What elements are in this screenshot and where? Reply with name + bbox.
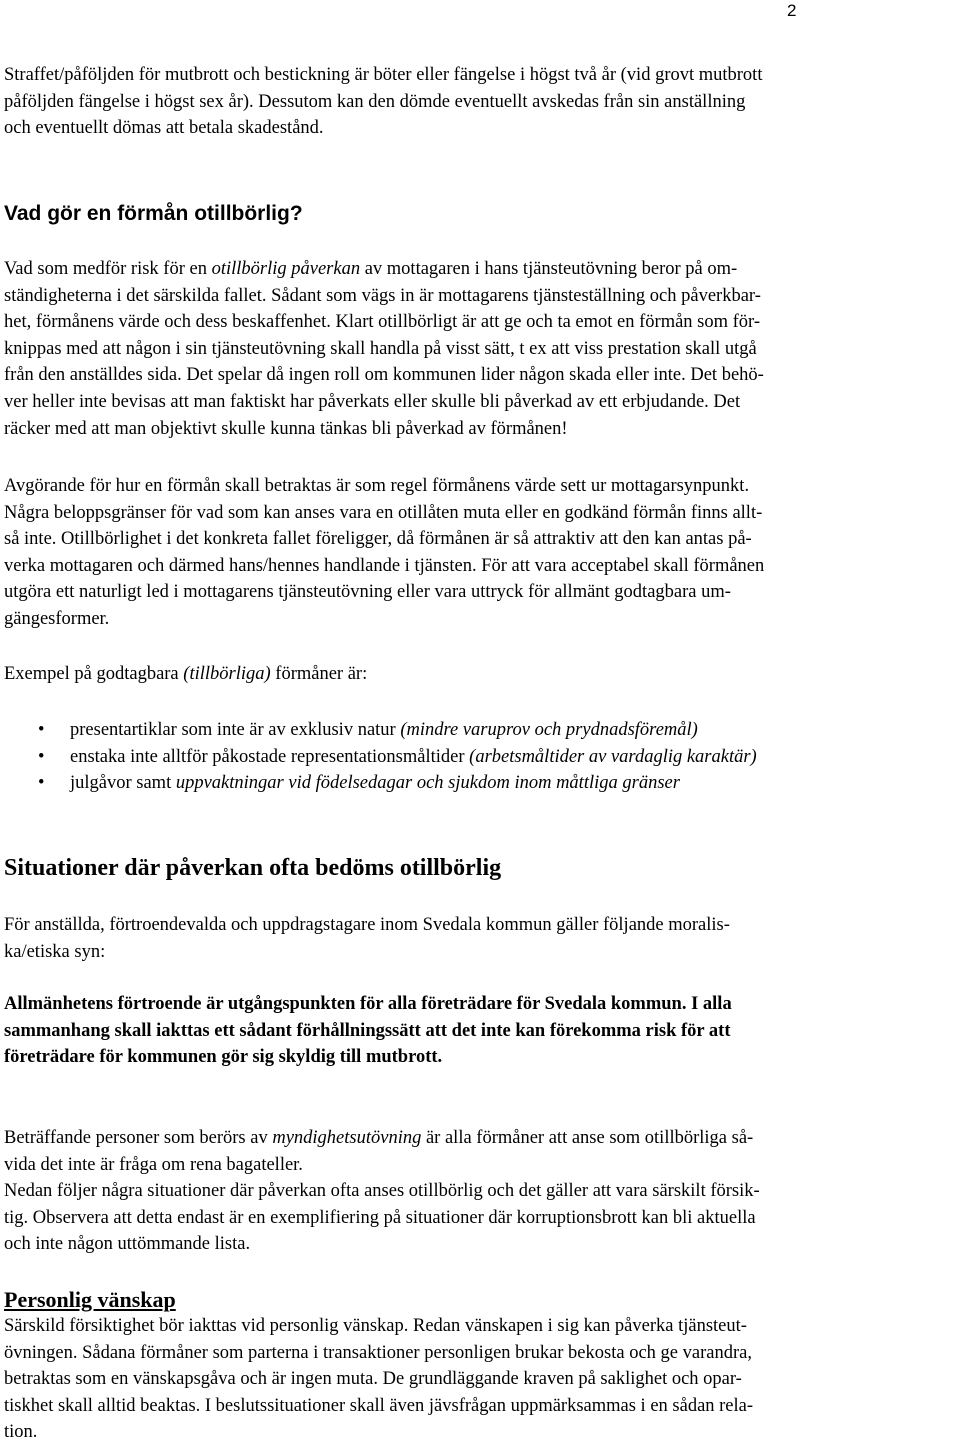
emphasis: (mindre varuprov och prydnadsföremål) (400, 720, 698, 740)
paragraph-public-trust (4, 991, 954, 1071)
paragraph-penalty (4, 62, 954, 142)
text-line: knippas med att någon i sin tjänsteutövning skall handla på visst sätt, t ex att viss prestation skall utgå (4, 338, 757, 359)
text-line: från den anställdes sida. Det spelar då ingen roll om kommunen lider någon skada eller inte. Det behö- (4, 365, 764, 386)
page-number: 2 (787, 1, 797, 20)
paragraph-friendship (4, 1313, 954, 1446)
text-line: Nedan följer några situationer där påverkan ofta anses otillbörlig och det gäller att vara särskilt försik- (4, 1181, 760, 1202)
list-item: • enstaka inte alltför påkostade representationsmåltider (arbetsmåltider av vardaglig karaktär) (4, 744, 954, 771)
text-line: gängesformer. (4, 608, 110, 629)
emphasis: (arbetsmåltider av vardaglig karaktär) (469, 746, 757, 767)
bullet-icon: • (38, 720, 45, 740)
text-line: tion. (4, 1422, 38, 1443)
text-line: ver heller inte bevisas att man faktiskt har påverkats eller skulle bli påverkad av ett erbjudande. Det (4, 391, 741, 412)
text-line: tiskhet skall alltid beaktas. I beslutssituationer skall även jävsfrågan uppmärksammas i en sådan rela- (4, 1395, 754, 1416)
text-line: betraktas som en vänskapsgåva och är ingen muta. De grundläggande kraven på saklighet och opar- (4, 1369, 742, 1390)
paragraph-moral-view (4, 912, 954, 965)
text-line: företrädare för kommunen gör sig skyldig till mutbrott. (4, 1047, 443, 1068)
heading-personal-friendship: Personlig vänskap (4, 1287, 176, 1312)
text-line: För anställda, förtroendevalda och uppdragstagare inom Svedala kommun gäller följande moralis- (4, 915, 730, 935)
text-line: Vad som medför risk för en otillbörlig påverkan av mottagaren i hans tjänsteutövning beror på om- (4, 259, 738, 279)
text-line: Några beloppsgränser för vad som kan anses vara en otillåten muta eller en godkänd förmån finns allt- (4, 502, 763, 523)
text-line: Beträffande personer som berörs av myndighetsutövning är alla förmåner att anse som otillbörliga så- (4, 1128, 754, 1148)
paragraph-unfair-influence (4, 256, 954, 442)
bullet-icon: • (38, 773, 45, 794)
paragraph-authority (4, 1125, 954, 1258)
examples-list (4, 717, 954, 797)
text-line: sammanhang skall iakttas ett sådant förhållningssätt att det inte kan förekomma risk för att (4, 1020, 731, 1041)
heading-unfair-benefit: Vad gör en förmån otillbörlig? (4, 202, 303, 225)
list-item: • presentartiklar som inte är av exklusiv natur (mindre varuprov och prydnadsföremål) (4, 717, 954, 744)
list-item: • julgåvor samt uppvaktningar vid födelsedagar och sjukdom inom måttliga gränser (4, 770, 954, 797)
text-line: påföljden fängelse i högst sex år). Dessutom kan den dömde eventuellt avskedas från sin anställning (4, 91, 746, 112)
text-line: övningen. Sådana förmåner som parterna i transaktioner personligen brukar bekosta och ge varandra, (4, 1342, 752, 1363)
text-line: räcker med att man objektivt skulle kunna tänkas bli påverkad av förmånen! (4, 418, 568, 439)
bullet-icon: • (38, 746, 45, 767)
text-line: ka/etiska syn: (4, 941, 106, 962)
emphasis: myndighetsutövning (272, 1128, 422, 1148)
emphasis: uppvaktningar vid födelsedagar och sjukdom inom måttliga gränser (175, 773, 680, 794)
text-line: Allmänhetens förtroende är utgångspunkten för alla företrädare för Svedala kommun. I alla (4, 994, 732, 1014)
text-line: ständigheterna i det särskilda fallet. Sådant som vägs in är mottagarens tjänsteställning och påverkbar- (4, 285, 761, 306)
heading-situations: Situationer där påverkan ofta bedöms otillbörlig (4, 855, 502, 881)
text-line: Särskild försiktighet bör iakttas vid personlig vänskap. Redan vänskapen i sig kan påverka tjänsteut- (4, 1316, 747, 1336)
examples-intro: Exempel på godtagbara (tillbörliga) förmåner är: (4, 664, 368, 684)
paragraph-decisive-factor (4, 473, 954, 633)
text-line: Straffet/påföljden för mutbrott och bestickning är böter eller fängelse i högst två år (vid grovt mutbrott (4, 65, 763, 85)
text-line: Avgörande för hur en förmån skall betraktas är som regel förmånens värde sett ur mottagarsynpunkt. (4, 476, 750, 496)
text-line: och inte någon uttömmande lista. (4, 1234, 251, 1255)
text-line: utgöra ett naturligt led i mottagarens tjänsteutövning eller vara uttryck för allmänt godtagbara um- (4, 582, 731, 603)
text-line: verka mottagaren och därmed hans/hennes handlande i tjänsten. För att vara acceptabel skall förmånen (4, 555, 765, 576)
text-line: så inte. Otillbörlighet i det konkreta fallet föreligger, då förmånen är så attraktiv att den kan antas på- (4, 529, 752, 550)
text-line: vida det inte är fråga om rena bagateller. (4, 1154, 303, 1175)
text-line: och eventuellt dömas att betala skadestånd. (4, 118, 324, 139)
emphasis: (tillbörliga) (183, 664, 271, 684)
text-line: tig. Observera att detta endast är en exemplifiering på situationer där korruptionsbrott kan bli aktuella (4, 1207, 756, 1228)
text-line: het, förmånens värde och dess beskaffenhet. Klart otillbörligt är att ge och ta emot en förmån som för- (4, 312, 760, 333)
emphasis: otillbörlig påverkan (211, 259, 361, 279)
